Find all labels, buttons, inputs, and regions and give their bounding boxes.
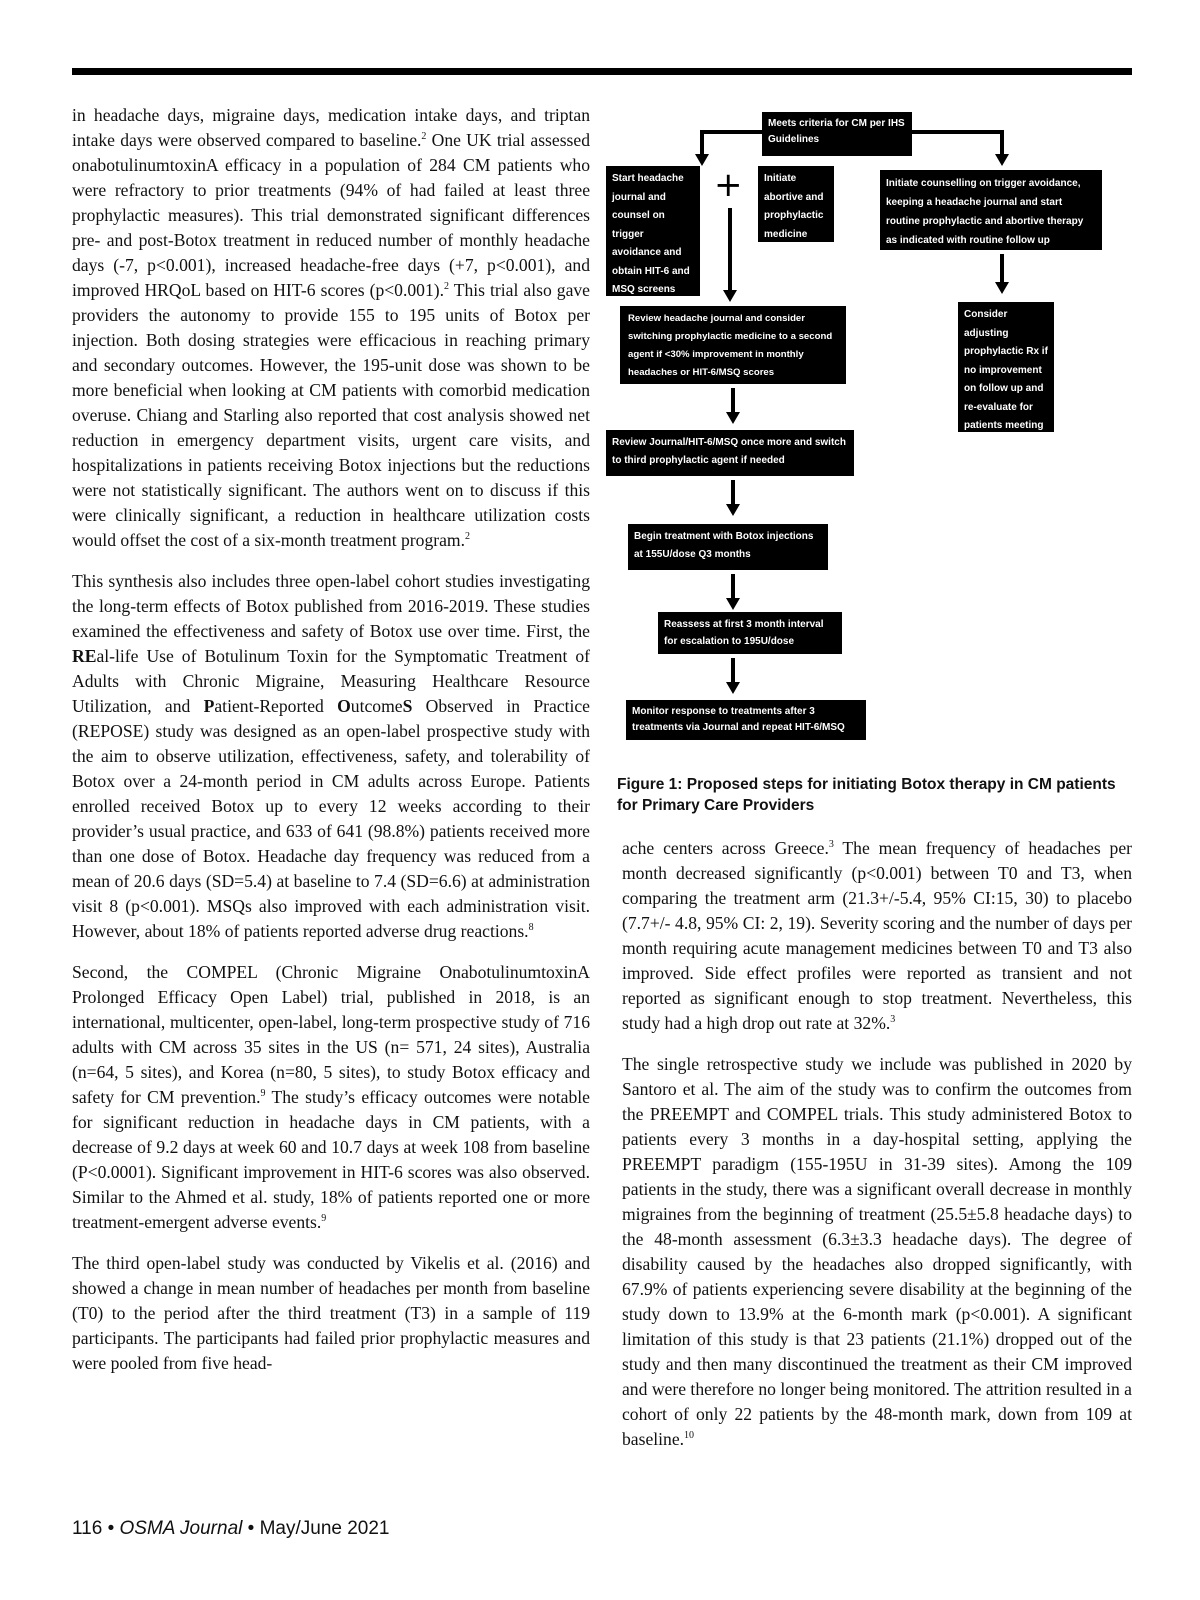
flow-box-right: Initiate counselling on trigger avoidance, keeping a headache journal and start routine prophylactic and abortive therapy as indicated with routine follow up [880,170,1102,250]
journal-name: OSMA Journal [119,1518,243,1539]
page-number: 116 [72,1518,103,1539]
paragraph [72,960,590,1235]
citation: 2 [444,281,450,293]
separator: • [242,1518,260,1539]
text: Second, the COMPEL (Chronic Migraine OnabotulinumtoxinA Prolonged Efficacy Open Label) trial, published in 2018, is an international, multicenter, open-label, long-term prospective study of 716 adults with CM across 35 sites in the US (n= 571, 24 sites), Australia (n=64, 5 sites), and Korea (n=80, 5 sites), to study Botox efficacy and safety for CM prevention. [72,962,590,1107]
paragraph [72,1251,590,1376]
connector-line [1000,254,1004,284]
page-footer [72,1518,390,1540]
paragraph [72,569,590,944]
text: al-life Use of Botulinum Toxin for the Symptomatic Treatment of Adults with Chronic Migraine, Measuring Healthcare Resource Utilization, and [72,646,590,716]
top-rule [72,68,1132,75]
text: atient-Reported [214,696,338,716]
acronym-letter: S [402,696,413,716]
text: The third open-label study was conducted by Vikelis et al. (2016) and showed a change in mean number of headaches per month from baseline (T0) to the period after the third treatment (T3) in a sample of 119 participants. The participants had failed prior prophylactic measures and were pooled from five head- [72,1253,590,1373]
text: This trial also gave providers the autonomy to provide 155 to 195 units of Botox per injection. Both dosing strategies were efficacious in reaching primary and secondary outcomes. However, the 195-unit dose was shown to be more beneficial when looking at CM patients with comorbid medication overuse. Chiang and Starling also reported that cost analysis showed net reduction in emergency department visits, urgent care visits, and hospitalizations in patients receiving Botox injections but the reductions were not statistically significant. The authors went on to discuss if this were clinically significant, a reduction in healthcare utilization costs would offset the cost of a six-month treatment program. [72,280,590,550]
connector-line [912,130,1004,134]
connector-line [1000,130,1004,156]
citation: 9 [321,1213,327,1225]
left-column [72,103,590,1392]
flow-box-begin-botox: Begin treatment with Botox injections at 155U/dose Q3 months [628,524,828,570]
connector-line [731,658,735,684]
acronym-letter: P [203,696,215,716]
arrow-down-icon [995,154,1009,166]
text: Observed in Practice (REPOSE) study was designed as an open-label prospective study with the aim to observe utilization, effectiveness, safety, and tolerability of Botox over a 24-month period in CM adults across Europe. Patients enrolled received Botox up to every 12 weeks according to their provider’s usual practice, and 633 of 641 (98.8%) patients received more than one dose of Botox. Headache day frequency was reduced from a mean of 20.6 days (SD=5.4) at baseline to 7.4 (SD=6.6) at administration visit 8 (p<0.001). MSQs also improved with each administration visit. However, about 18% of patients reported adverse drug reactions. [72,696,590,941]
arrow-down-icon [695,154,709,166]
arrow-down-icon [726,682,740,694]
connector-line [731,388,735,414]
right-column [622,836,1132,1468]
connector-line [700,130,762,134]
citation: 2 [465,531,470,543]
text: ache centers across Greece. [622,838,829,858]
issue-date: May/June 2021 [259,1518,390,1539]
paragraph [72,103,590,553]
arrow-down-icon [995,282,1009,294]
citation: 2 [421,131,427,143]
connector-line [700,130,704,156]
acronym-letter: RE [72,646,97,666]
plus-icon: + [714,165,743,205]
paragraph [622,1052,1132,1452]
flow-box-review-1: Review headache journal and consider switching prophylactic medicine to a second agent if <30% improvement in monthly headaches or HIT-6/MSQ scores [620,306,846,384]
flow-box-reassess: Reassess at first 3 month interval for escalation to 195U/dose [658,612,842,654]
separator: • [102,1518,120,1539]
connector-line [731,574,735,600]
acronym-letter: O [337,696,351,716]
flow-box-review-2: Review Journal/HIT-6/MSQ once more and switch to third prophylactic agent if needed [606,430,854,476]
arrow-down-icon [723,290,737,302]
text: The study’s efficacy outcomes were notable for significant reduction in headache days in CM patients, with a decrease of 9.2 days at week 60 and 10.7 days at week 108 from baseline (P<0.0001). Significant improvement in HIT-6 scores was also observed. Similar to the Ahmed et al. study, 18% of patients reported one or more treatment-emergent adverse events. [72,1087,590,1232]
flow-box-left: Start headache journal and counsel on trigger avoidance and obtain HIT-6 and MSQ screens [606,166,700,296]
citation: 9 [260,1088,266,1100]
citation: 3 [890,1014,896,1026]
citation: 8 [528,922,534,934]
connector-line [728,208,732,292]
arrow-down-icon [726,412,740,424]
text: The single retrospective study we include was published in 2020 by Santoro et al. The aim of the study was to confirm the outcomes from the PREEMPT and COMPEL trials. This study administered Botox to patients every 3 months in a day-hospital setting, applying the PREEMPT paradigm (155-195U in 31-39 sites). Among the 109 patients in the study, there was a significant overall decrease in monthly migraines from the beginning of treatment (25.5±5.8 headache days) to the 48-month assessment (6.3±3.3 headache days). The degree of disability caused by the headaches also dropped significantly, with 67.9% of patients experiencing severe disability at the beginning of the study down to 13.9% at the 6-month mark (p<0.001). A significant limitation of this study is that 23 patients (21.1%) dropped out of the study and then many discontinued the treatment as their CM improved and were therefore no longer being monitored. The attrition resulted in a cohort of only 22 patients by the 48-month mark, down from 109 at baseline. [622,1054,1132,1449]
paragraph [622,836,1132,1036]
citation: 10 [684,1430,695,1442]
text: The mean frequency of headaches per month decreased significantly (p<0.001) between T0 and T3, when comparing the treatment arm (21.3+/-5.4, 95% CI:15, 30) to placebo (7.7+/- 4.8, 95% CI: 2, 19). Severity scoring and the number of days per month requiring acute management medicines between T0 and T3 also improved. Side effect profiles were reported as transient and not reported as significant enough to stop treatment. Nevertheless, this study had a high drop out rate at 32%. [622,838,1133,1033]
flow-box-top: Meets criteria for CM per IHS Guidelines [762,112,912,156]
text: utcome [350,696,403,716]
text: in headache days, migraine days, medication intake days, and triptan intake days were observed compared to baseline. [72,105,590,150]
flow-box-middle: Initiate abortive and prophylactic medicine [758,166,834,242]
arrow-down-icon [726,504,740,516]
citation: 3 [828,839,834,851]
arrow-down-icon [726,598,740,610]
figure-caption: Figure 1: Proposed steps for initiating Botox therapy in CM patients for Primary Care Providers [617,776,1116,814]
connector-line [731,480,735,506]
flow-box-monitor: Monitor response to treatments after 3 treatments via Journal and repeat HIT-6/MSQ [626,700,866,740]
text: One UK trial assessed onabotulinumtoxinA efficacy in a population of 284 CM patients who were refractory to prior treatments (94% of had failed at least three prophylactic measures). This trial demonstrated significant differences pre- and post-Botox treatment in reduced number of monthly headache days (-7, p<0.001), increased headache-free days (+7, p<0.001), and improved HRQoL based on HIT-6 scores (p<0.001). [72,130,590,300]
text: This synthesis also includes three open-label cohort studies investigating the long-term effects of Botox published from 2016-2019. These studies examined the effectiveness and safety of Botox use over time. First, the [72,571,590,641]
flow-box-adjust: Consider adjusting prophylactic Rx if no improvement on follow up and re-evaluate for patients meeting CM criteria [958,302,1054,432]
flowchart [612,100,1132,760]
